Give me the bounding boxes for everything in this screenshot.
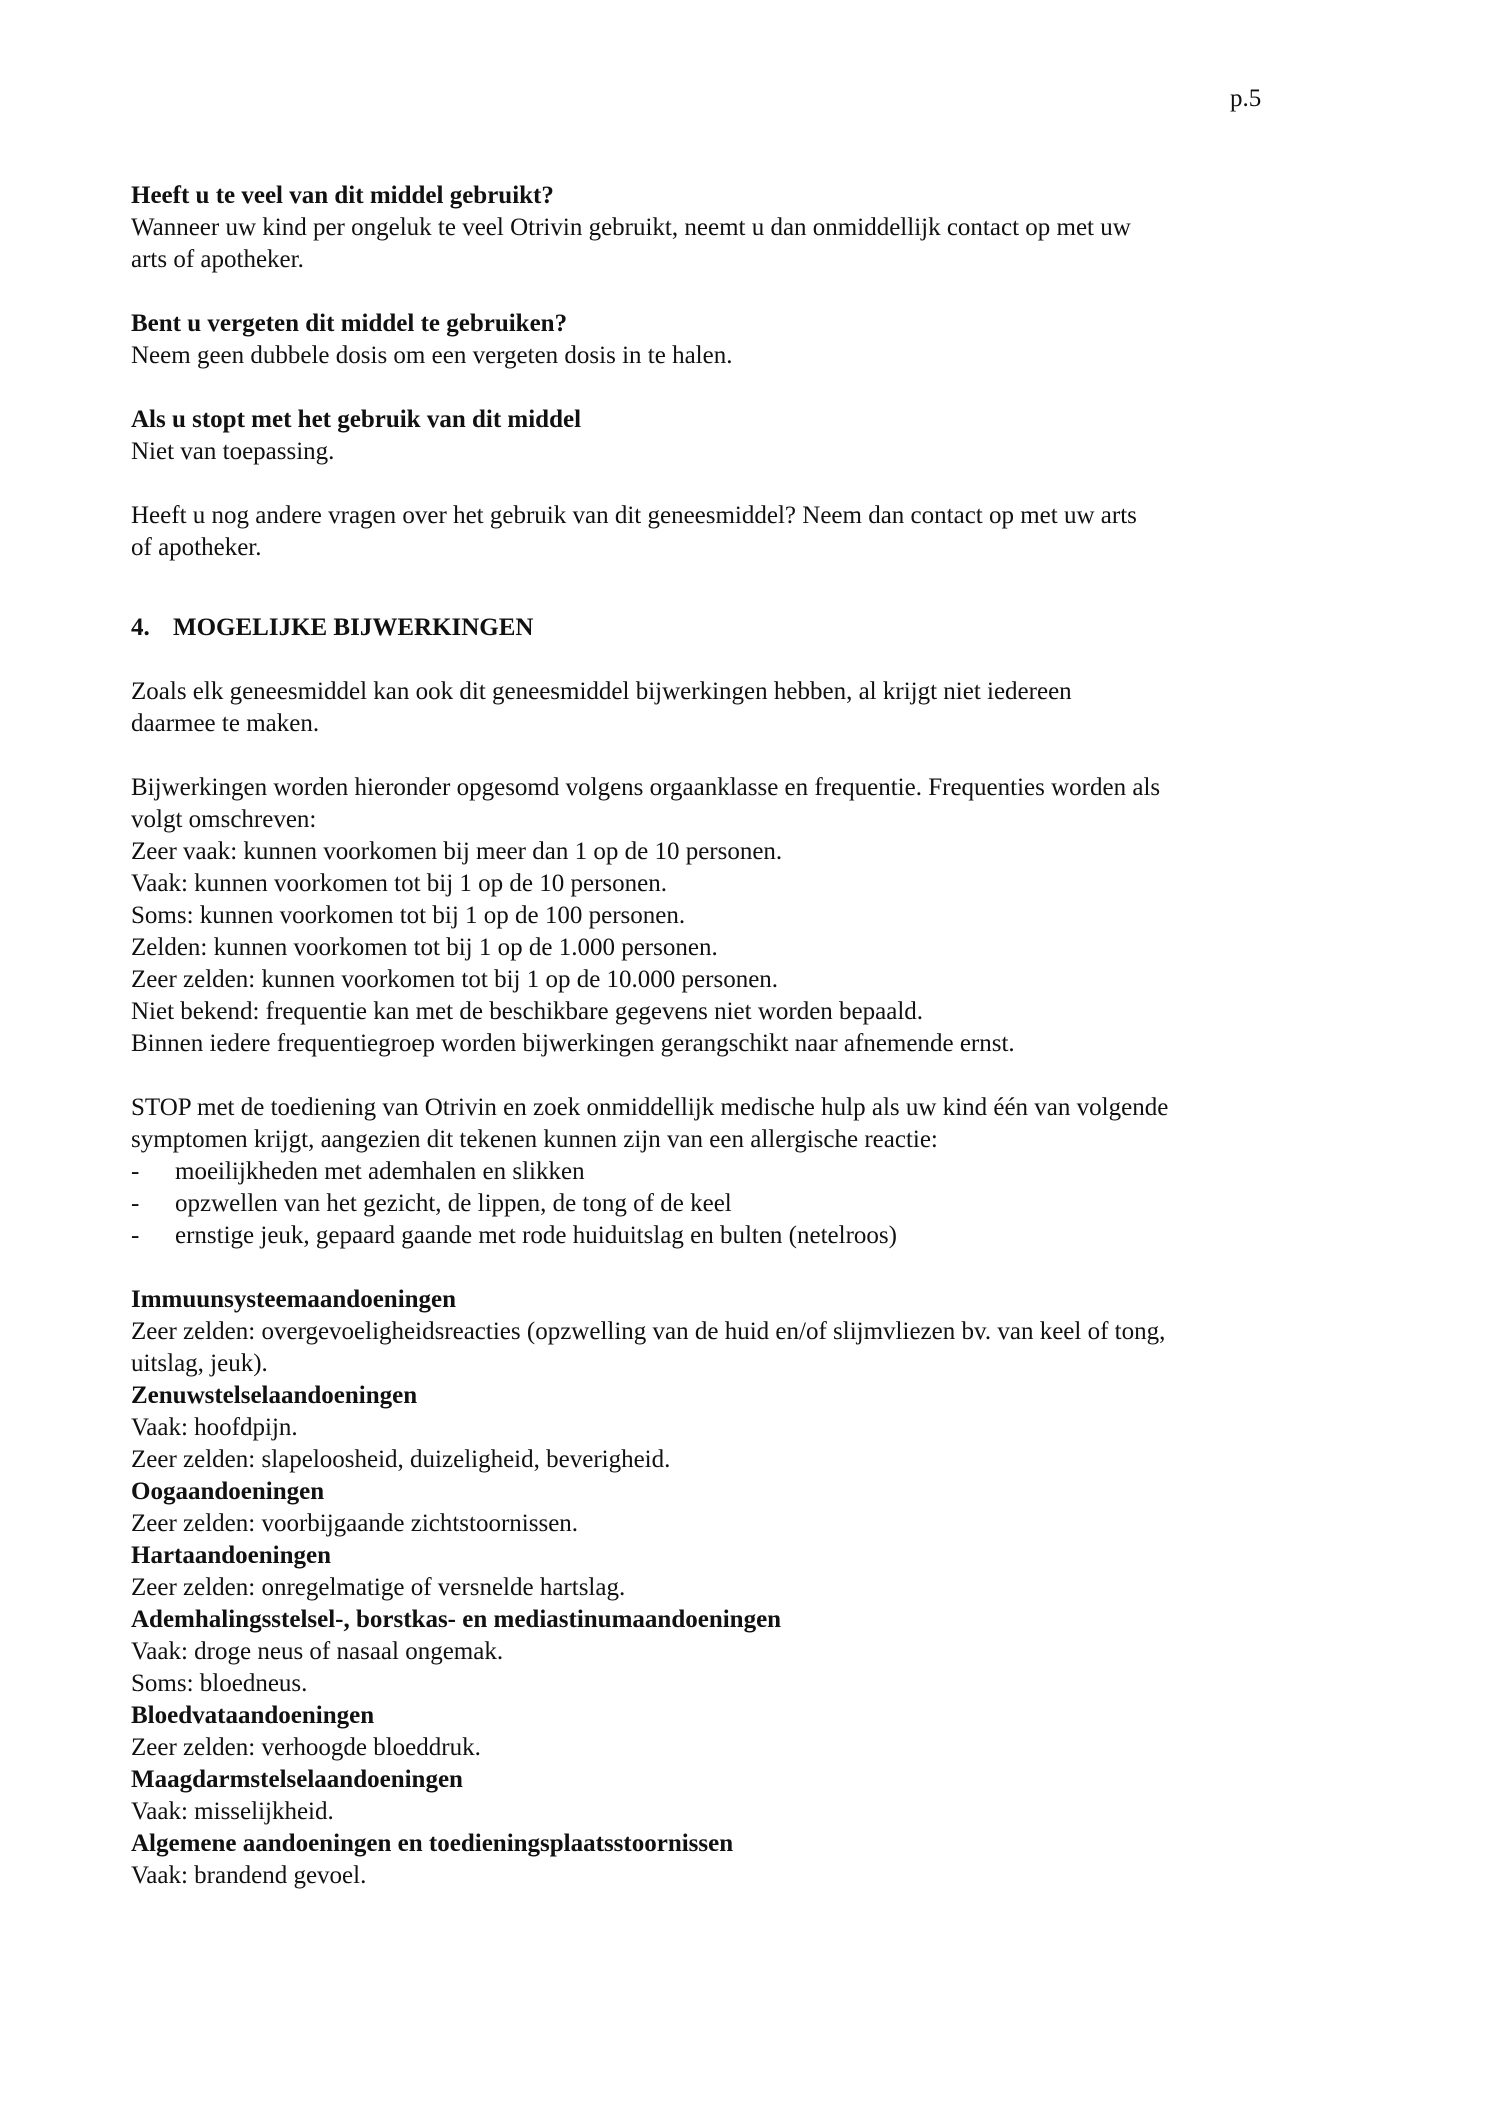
frequency-line: Bijwerkingen worden hieronder opgesomd volgens orgaanklasse en frequentie. Frequenties worden als — [131, 774, 1161, 801]
allergic-symptom-text: opzwellen van het gezicht, de lippen, de tong of de keel — [175, 1190, 732, 1217]
intro-line: daarmee te maken. — [131, 710, 320, 737]
effect-class-heading: Bloedvataandoeningen — [131, 1702, 375, 1729]
blank-line — [131, 564, 1434, 612]
effect-line: Vaak: misselijkheid. — [131, 1798, 334, 1825]
frequency-line: Zeer vaak: kunnen voorkomen bij meer dan 1 op de 10 personen. — [131, 838, 783, 865]
allergic-warning-line: STOP met de toediening van Otrivin en zoek onmiddellijk medische hulp als uw kind één van volgende — [131, 1094, 1169, 1121]
allergic-symptom-text: ernstige jeuk, gepaard gaande met rode huiduitslag en bulten (netelroos) — [175, 1222, 897, 1249]
effect-line: Zeer zelden: slapeloosheid, duizeligheid, beverigheid. — [131, 1446, 671, 1473]
stop-use-line: Niet van toepassing. — [131, 438, 335, 465]
effect-class-heading: Zenuwstelselaandoeningen — [131, 1382, 418, 1409]
frequency-line: volgt omschreven: — [131, 806, 317, 833]
frequency-line: Zelden: kunnen voorkomen tot bij 1 op de 1.000 personen. — [131, 934, 718, 961]
frequency-line: Binnen iedere frequentiegroep worden bijwerkingen gerangschikt naar afnemende ernst. — [131, 1030, 1015, 1057]
blank-line — [131, 276, 1434, 308]
overdose-heading: Heeft u te veel van dit middel gebruikt? — [131, 182, 554, 209]
blank-line — [131, 1060, 1434, 1092]
stop-use-heading: Als u stopt met het gebruik van dit middel — [131, 406, 582, 433]
overdose-line: arts of apotheker. — [131, 246, 304, 273]
page-number: p.5 — [1230, 85, 1262, 112]
section-4-number: 4. — [131, 614, 150, 641]
effect-line: Soms: bloedneus. — [131, 1670, 308, 1697]
allergic-symptom-item — [131, 1156, 1434, 1188]
effect-line: Vaak: droge neus of nasaal ongemak. — [131, 1638, 504, 1665]
allergic-symptom-item — [131, 1188, 1434, 1220]
blank-line — [131, 740, 1434, 772]
allergic-symptom-item — [131, 1220, 1434, 1252]
frequency-line: Niet bekend: frequentie kan met de beschikbare gegevens niet worden bepaald. — [131, 998, 924, 1025]
frequency-line: Vaak: kunnen voorkomen tot bij 1 op de 10 personen. — [131, 870, 668, 897]
section-4-title: MOGELIJKE BIJWERKINGEN — [173, 614, 534, 641]
allergic-symptom-text: moeilijkheden met ademhalen en slikken — [175, 1158, 585, 1185]
blank-line — [131, 468, 1434, 500]
effect-line: Vaak: brandend gevoel. — [131, 1862, 367, 1889]
frequency-line: Zeer zelden: kunnen voorkomen tot bij 1 op de 10.000 personen. — [131, 966, 779, 993]
effect-line: Vaak: hoofdpijn. — [131, 1414, 298, 1441]
blank-line — [131, 372, 1434, 404]
effect-line: Zeer zelden: overgevoeligheidsreacties (opzwelling van de huid en/of slijmvliezen bv. van keel of tong, — [131, 1318, 1166, 1345]
effect-line: uitslag, jeuk). — [131, 1350, 268, 1377]
allergic-warning-line: symptomen krijgt, aangezien dit tekenen kunnen zijn van een allergische reactie: — [131, 1126, 938, 1153]
blank-line — [131, 644, 1434, 676]
effect-line: Zeer zelden: onregelmatige of versnelde hartslag. — [131, 1574, 626, 1601]
effect-class-heading: Algemene aandoeningen en toedieningsplaatsstoornissen — [131, 1830, 734, 1857]
effect-class-heading: Maagdarmstelselaandoeningen — [131, 1766, 463, 1793]
document-content — [131, 180, 1434, 1892]
intro-line: Zoals elk geneesmiddel kan ook dit geneesmiddel bijwerkingen hebben, al krijgt niet iedereen — [131, 678, 1072, 705]
frequency-line: Soms: kunnen voorkomen tot bij 1 op de 100 personen. — [131, 902, 686, 929]
overdose-line: Wanneer uw kind per ongeluk te veel Otrivin gebruikt, neemt u dan onmiddellijk contact op met uw — [131, 214, 1131, 241]
more-questions-line: Heeft u nog andere vragen over het gebruik van dit geneesmiddel? Neem dan contact op met uw arts — [131, 502, 1137, 529]
more-questions-line: of apotheker. — [131, 534, 262, 561]
forgotten-line: Neem geen dubbele dosis om een vergeten dosis in te halen. — [131, 342, 733, 369]
blank-line — [131, 1252, 1434, 1284]
forgotten-heading: Bent u vergeten dit middel te gebruiken? — [131, 310, 568, 337]
effect-line: Zeer zelden: voorbijgaande zichtstoornissen. — [131, 1510, 579, 1537]
effect-class-heading: Oogaandoeningen — [131, 1478, 325, 1505]
effect-class-heading: Immuunsysteemaandoeningen — [131, 1286, 457, 1313]
effect-class-heading: Hartaandoeningen — [131, 1542, 332, 1569]
bullet-marker: - — [131, 1190, 140, 1217]
section-4-heading — [131, 612, 1434, 644]
effect-line: Zeer zelden: verhoogde bloeddruk. — [131, 1734, 481, 1761]
bullet-marker: - — [131, 1158, 140, 1185]
effect-class-heading: Ademhalingsstelsel-, borstkas- en mediastinumaandoeningen — [131, 1606, 782, 1633]
bullet-marker: - — [131, 1222, 140, 1249]
